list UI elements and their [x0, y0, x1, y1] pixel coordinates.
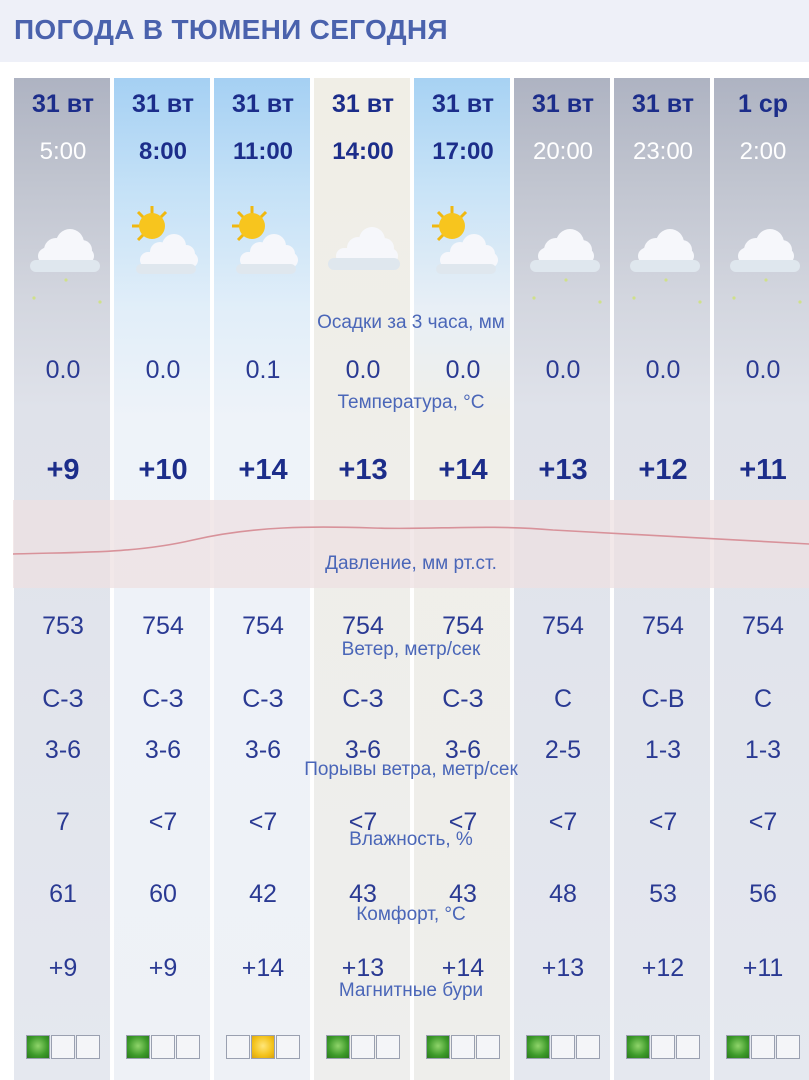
time-label: 23:00: [632, 138, 694, 165]
storm-level-cell: [326, 1035, 350, 1059]
gust-value: <7: [648, 808, 678, 836]
wind-speed: 2-5: [544, 736, 582, 764]
storm-level-cell: [451, 1035, 475, 1059]
time-label: 14:00: [332, 138, 394, 165]
day-label: 31 вт: [331, 90, 395, 118]
humidity-value: 43: [349, 880, 377, 908]
time-label: 11:00: [232, 138, 294, 165]
humidity-value: 43: [449, 880, 477, 908]
wind-label: Ветер, метр/сек: [341, 639, 481, 660]
storm-level-cell: [351, 1035, 375, 1059]
day-label: 31 вт: [431, 90, 495, 118]
pressure-value: 753: [42, 612, 84, 640]
humidity-value: 56: [749, 880, 777, 908]
storm-level-cell: [126, 1035, 150, 1059]
storm-level-cell: [726, 1035, 750, 1059]
wind-speed: 1-3: [744, 736, 782, 764]
pressure-value: 754: [742, 612, 784, 640]
storm-level-cell: [26, 1035, 50, 1059]
sun-cloud-icon: [418, 198, 508, 308]
page-title: ПОГОДА В ТЮМЕНИ СЕГОДНЯ: [14, 14, 448, 45]
storm-level-cell: [551, 1035, 575, 1059]
wind-speed: 3-6: [244, 736, 282, 764]
magnetic-storm-indicator: [426, 1035, 502, 1059]
precipitation-value: 0.0: [145, 356, 181, 384]
magnetic-storm-indicator: [226, 1035, 302, 1059]
temperature-value: +13: [338, 454, 388, 486]
time-label: 2:00: [739, 138, 787, 165]
cloud-moon-icon: [518, 198, 608, 308]
comfort-value: +14: [241, 954, 285, 982]
gust-value: <7: [748, 808, 778, 836]
gust-value: <7: [448, 808, 478, 836]
magnetic-storms-label: Магнитные бури: [338, 980, 484, 1001]
humidity-value: 61: [49, 880, 77, 908]
storm-level-cell: [626, 1035, 650, 1059]
wind-direction: С-З: [342, 685, 384, 713]
magnetic-storm-indicator: [26, 1035, 102, 1059]
storm-level-cell: [251, 1035, 275, 1059]
humidity-value: 60: [149, 880, 177, 908]
day-label: 31 вт: [31, 90, 95, 118]
pressure-value: 754: [442, 612, 484, 640]
humidity-label: Влажность, %: [349, 829, 473, 850]
sun-cloud-icon: [218, 198, 308, 308]
day-label: 31 вт: [231, 90, 295, 118]
storm-level-cell: [476, 1035, 500, 1059]
storm-level-cell: [526, 1035, 550, 1059]
storm-level-cell: [751, 1035, 775, 1059]
magnetic-storm-indicator: [626, 1035, 702, 1059]
storm-level-cell: [376, 1035, 400, 1059]
pressure-value: 754: [342, 612, 384, 640]
storm-level-cell: [776, 1035, 800, 1059]
comfort-value: +9: [48, 954, 78, 982]
time-label: 8:00: [138, 138, 188, 165]
precipitation-value: 0.0: [445, 356, 481, 384]
humidity-value: 53: [649, 880, 677, 908]
precipitation-value: 0.0: [545, 356, 581, 384]
storm-level-cell: [276, 1035, 300, 1059]
wind-direction: С-З: [242, 685, 284, 713]
day-label: 1 ср: [737, 90, 789, 118]
gust-value: 7: [56, 808, 70, 836]
page-header: [0, 0, 809, 62]
gust-value: <7: [248, 808, 278, 836]
pressure-label: Давление, мм рт.ст.: [325, 553, 497, 574]
day-label: 31 вт: [131, 90, 195, 118]
humidity-value: 48: [549, 880, 577, 908]
wind-direction: С-В: [641, 685, 685, 713]
wind-direction: С: [753, 685, 773, 713]
gust-value: <7: [148, 808, 178, 836]
wind-direction: С: [553, 685, 573, 713]
time-label: 17:00: [432, 138, 494, 165]
comfort-value: +11: [742, 954, 784, 982]
wind-speed: 1-3: [644, 736, 682, 764]
day-label: 31 вт: [631, 90, 695, 118]
temperature-value: +10: [138, 454, 188, 486]
wind-speed: 3-6: [344, 736, 382, 764]
magnetic-storm-indicator: [526, 1035, 602, 1059]
day-label: 31 вт: [531, 90, 595, 118]
wind-direction: С-З: [442, 685, 484, 713]
storm-level-cell: [226, 1035, 250, 1059]
humidity-value: 42: [249, 880, 277, 908]
sun-cloud-icon: [118, 198, 208, 308]
storm-level-cell: [151, 1035, 175, 1059]
comfort-value: +12: [641, 954, 685, 982]
temperature-value: +14: [238, 454, 288, 486]
magnetic-storm-indicator: [726, 1035, 802, 1059]
storm-level-cell: [176, 1035, 200, 1059]
temperature-value: +9: [46, 454, 80, 486]
storm-level-cell: [576, 1035, 600, 1059]
precipitation-label: Осадки за 3 часа, мм: [317, 312, 505, 333]
temperature-value: +14: [438, 454, 488, 486]
storm-level-cell: [651, 1035, 675, 1059]
comfort-label: Комфорт, °C: [356, 904, 466, 925]
pressure-value: 754: [142, 612, 184, 640]
magnetic-storm-indicator: [126, 1035, 202, 1059]
storm-level-cell: [426, 1035, 450, 1059]
pressure-value: 754: [542, 612, 584, 640]
temperature-label: Температура, °C: [337, 392, 485, 413]
cloud-moon-icon: [718, 198, 808, 308]
temperature-value: +13: [538, 454, 588, 486]
precipitation-value: 0.0: [645, 356, 681, 384]
magnetic-storm-indicator: [326, 1035, 402, 1059]
comfort-value: +14: [441, 954, 485, 982]
precipitation-value: 0.0: [745, 356, 781, 384]
precipitation-value: 0.0: [345, 356, 381, 384]
wind-speed: 3-6: [44, 736, 82, 764]
wind-direction: С-З: [42, 685, 84, 713]
gust-value: <7: [548, 808, 578, 836]
storm-level-cell: [676, 1035, 700, 1059]
wind-speed: 3-6: [444, 736, 482, 764]
storm-level-cell: [51, 1035, 75, 1059]
gust-value: <7: [348, 808, 378, 836]
comfort-value: +13: [341, 954, 385, 982]
comfort-value: +13: [541, 954, 585, 982]
pressure-value: 754: [242, 612, 284, 640]
cloud-moon-icon: [18, 198, 108, 308]
time-label: 20:00: [532, 138, 594, 165]
cloud-icon: [318, 198, 408, 308]
gust-label: Порывы ветра, метр/сек: [304, 759, 518, 780]
wind-direction: С-З: [142, 685, 184, 713]
comfort-value: +9: [148, 954, 178, 982]
precipitation-value: 0.0: [45, 356, 81, 384]
pressure-value: 754: [642, 612, 684, 640]
temperature-value: +11: [739, 454, 787, 486]
cloud-moon-icon: [618, 198, 708, 308]
temperature-value: +12: [638, 454, 688, 486]
precipitation-value: 0.1: [245, 356, 281, 384]
wind-speed: 3-6: [144, 736, 182, 764]
storm-level-cell: [76, 1035, 100, 1059]
time-label: 5:00: [39, 138, 87, 165]
